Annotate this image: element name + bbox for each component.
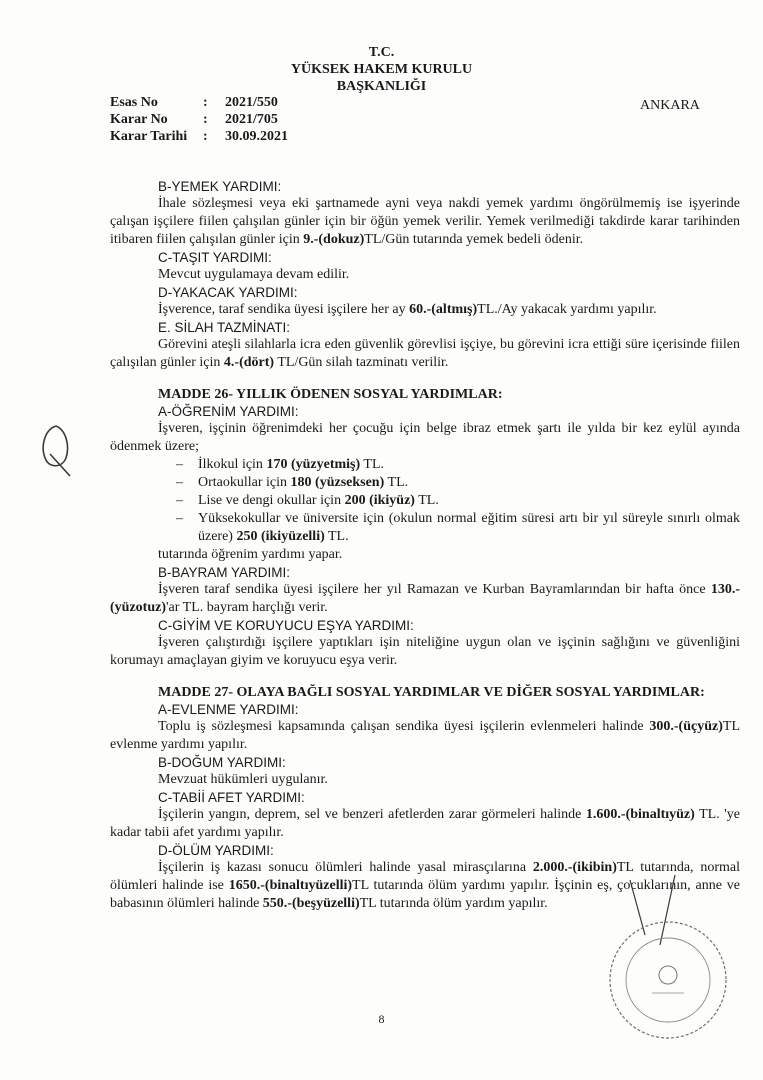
document-body (110, 178, 740, 913)
list-item: – İlkokul için 170 (yüzyetmiş) TL. (176, 457, 384, 472)
madde-27-a-title: A-EVLENME YARDIMI: (158, 702, 299, 717)
section-e-silah-text: Görevini ateşli silahlarla icra eden güvenlik görevlisi işçiye, bu görevini icra ettiği süre içerisinde fiilen çalışılan günler için 4.-(dört) TL/Gün silah tazminatı verilir. (110, 337, 740, 370)
header-tc: T.C. (368, 45, 395, 60)
case-meta (110, 94, 288, 145)
madde-26-b-text: İşveren taraf sendika üyesi işçilere her yıl Ramazan ve Kurban Bayramlarından bir hafta önce 130.-(yüzotuz)'ar TL. bayram harçlığı verir. (110, 582, 740, 615)
handwritten-mark-icon (36, 420, 76, 485)
page-number: 8 (378, 1012, 385, 1026)
meta-key: Esas No (110, 95, 158, 110)
madde-27-d-text: İşçilerin iş kazası sonucu ölümleri halinde yasal mirasçılarına 2.000.-(ikibin)TL tutarında, normal ölümleri halinde ise 1650.-(binaltıyüzelli)TL tutarında ölüm yardımı yapılır. İşçinin eş, çocuklarının, anne ve babasının ölümleri halinde 550.-(beşyüzelli)TL tutarında ölüm yardım yapılır. (110, 860, 741, 911)
document-header (0, 44, 763, 95)
madde-26-a-title: A-ÖĞRENİM YARDIMI: (158, 404, 299, 419)
madde-26-c-text: İşveren çalıştırdığı işçilere yaptıkları işin niteliğine uygun olan ve işçinin sağlığını ve güvenliğini korumayı amaçlayan giyim ve koruyucu eşya verir. (110, 635, 740, 668)
madde-27-a-text: Toplu iş sözleşmesi kapsamında çalışan sendika üyesi işçilerin evlenmeleri halinde 300.-(üçyüz)TL evlenme yardımı yapılır. (110, 719, 740, 752)
madde-27-b-title: B-DOĞUM YARDIMI: (158, 755, 286, 770)
meta-sep: : (203, 95, 208, 110)
section-e-silah-title: E. SİLAH TAZMİNATI: (158, 320, 291, 335)
madde-27-c-title: C-TABİİ AFET YARDIMI: (158, 790, 305, 805)
section-d-yakacak-title: D-YAKACAK YARDIMI: (158, 285, 298, 300)
list-item: – Lise ve dengi okullar için 200 (ikiyüz) TL. (176, 493, 439, 508)
section-c-tasit-title: C-TAŞIT YARDIMI: (158, 250, 272, 265)
section-d-yakacak-text: İşverence, taraf sendika üyesi işçilere her ay 60.-(altmış)TL./Ay yakacak yardımı yapılır. (158, 302, 657, 317)
meta-row-tarih (110, 128, 288, 145)
meta-key: Karar Tarihi (110, 129, 188, 144)
madde-27-b-text: Mevzuat hükümleri uygulanır. (158, 772, 328, 787)
header-office: BAŞKANLIĞI (336, 79, 427, 94)
madde-26-c-title: C-GİYİM VE KORUYUCU EŞYA YARDIMI: (158, 618, 414, 633)
meta-value: 30.09.2021 (225, 129, 288, 144)
section-b-yemek-text: İhale sözleşmesi veya eki şartnamede ayni veya nakdi yemek yardımı öngörülmemiş ise işyerinde çalışan işçilere fiilen çalışılan günler için bir öğün yemek verilir. Yemek verilmediği takdirde karar tarihinden itibaren fiilen çalışılan günler için 9.-(dokuz)TL/Gün tutarında yemek bedeli ödenir. (110, 196, 740, 247)
meta-row-esas (110, 94, 288, 111)
meta-value: 2021/550 (225, 95, 278, 110)
madde-26-a-text: İşveren, işçinin öğrenimdeki her çocuğu için belge ibraz etmek şartı ile yılda bir kez eylül ayında ödenmek üzere; (110, 421, 740, 454)
section-c-tasit-text: Mevcut uygulamaya devam edilir. (158, 267, 350, 282)
official-seal-icon (590, 875, 740, 1055)
city-label: ANKARA (640, 98, 700, 113)
meta-key: Karar No (110, 112, 168, 127)
list-item: – Ortaokullar için 180 (yüzseksen) TL. (176, 475, 409, 490)
header-institution: YÜKSEK HAKEM KURULU (290, 62, 473, 77)
madde-26-b-title: B-BAYRAM YARDIMI: (158, 565, 291, 580)
meta-sep: : (203, 129, 208, 144)
madde-27-title: MADDE 27- OLAYA BAĞLI SOSYAL YARDIMLAR VE DİĞER SOSYAL YARDIMLAR: (158, 685, 705, 700)
meta-sep: : (203, 112, 208, 127)
madde-27-d-title: D-ÖLÜM YARDIMI: (158, 843, 274, 858)
madde-27-c-text: İşçilerin yangın, deprem, sel ve benzeri afetlerden zarar görmeleri halinde 1.600.-(binaltıyüz) TL. 'ye kadar tabii afet yardımı yapılır. (110, 807, 740, 840)
meta-value: 2021/705 (225, 112, 278, 127)
list-item: – Yüksekokullar ve üniversite için (okulun normal eğitim süresi artı bir yıl süreyle sınırlı olmak üzere) 250 (ikiyüzelli) TL. (176, 511, 740, 544)
madde-26-title: MADDE 26- YILLIK ÖDENEN SOSYAL YARDIMLAR: (158, 387, 503, 402)
section-b-yemek-title: B-YEMEK YARDIMI: (158, 179, 282, 194)
meta-row-karar (110, 111, 288, 128)
madde-26-a-end: tutarında öğrenim yardımı yapar. (158, 547, 343, 562)
